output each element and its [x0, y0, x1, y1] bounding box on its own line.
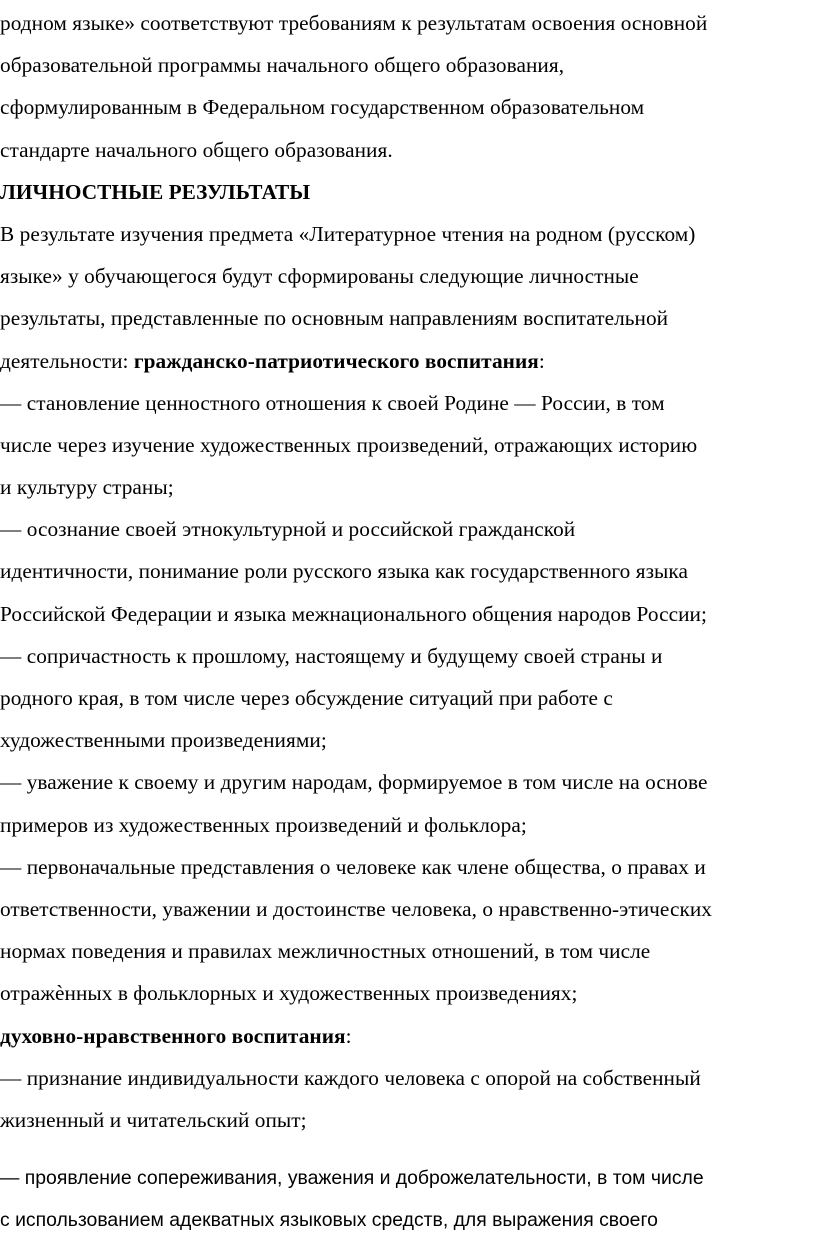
list-item-line: — осознание своей этнокультурной и российской гражданской [0, 517, 576, 542]
list-item-line: числе через изучение художественных произведений, отражающих историю [0, 432, 698, 457]
intro-line: образовательной программы начального общего образования, [0, 53, 565, 78]
civic-education-heading: гражданско-патриотического воспитания [133, 348, 539, 373]
list-item-line: с использованием адекватных языковых средств, для выражения своего [0, 1209, 658, 1232]
list-item-line: ответственности, уважении и достоинстве человека, о нравственно-этических [0, 896, 713, 921]
list-item-line: родного края, в том числе через обсуждение ситуаций при работе с [0, 686, 613, 710]
paragraph-prefix: деятельности: [0, 348, 134, 373]
list-item-line: отражѐнных в фольклорных и художественных произведениях; [0, 981, 578, 1006]
list-item-line: — признание индивидуальности каждого человека с опорой на собственный [0, 1065, 701, 1090]
paragraph-line: результаты, представленные по основным направлениям воспитательной [0, 306, 669, 331]
list-item-line: художественными произведениями; [0, 728, 327, 753]
list-item-line: — проявление сопереживания, уважения и доброжелательности, в том числе [0, 1167, 704, 1189]
list-item-line: нормах поведения и правилах межличностных отношений, в том числе [0, 939, 651, 964]
intro-line: родном языке» соответствуют требованиям к результатам освоения основной [0, 11, 708, 35]
intro-line: сформулированным в Федеральном государственном образовательном [0, 95, 645, 120]
list-item-line: — становление ценностного отношения к своей Родине — России, в том [0, 390, 665, 415]
document-body-sans [0, 1157, 816, 1241]
list-item-line: Российской Федерации и языка межнационального общения народов России; [0, 601, 707, 626]
list-item-line: и культуру страны; [0, 475, 174, 500]
list-item-line: — первоначальные представления о человеке как члене общества, о правах и [0, 854, 706, 879]
paragraph-line: языке» у обучающегося будут сформированы следующие личностные [0, 264, 639, 289]
list-item-line: жизненный и читательский опыт; [0, 1107, 307, 1132]
list-item-line: идентичности, понимание роли русского языка как государственного языка [0, 559, 688, 584]
paragraph-line-with-heading [0, 340, 812, 382]
moral-education-heading: духовно-нравственного воспитания [0, 1023, 346, 1048]
heading-colon: : [538, 348, 545, 373]
list-item-line: — сопричастность к прошлому, настоящему и будущему своей страны и [0, 643, 663, 668]
list-item-line: — уважение к своему и другим народам, формируемое в том числе на основе [0, 770, 708, 795]
intro-line: стандарте начального общего образования. [0, 137, 393, 162]
paragraph-line: В результате изучения предмета «Литературное чтения на родном (русском) [0, 221, 696, 246]
moral-education-heading-line [0, 1015, 812, 1057]
document-body [0, 2, 812, 1141]
list-item-line: примеров из художественных произведений и фольклора; [0, 812, 527, 837]
section-heading: ЛИЧНОСТНЫЕ РЕЗУЛЬТАТЫ [0, 179, 311, 204]
heading-colon: : [345, 1023, 352, 1048]
